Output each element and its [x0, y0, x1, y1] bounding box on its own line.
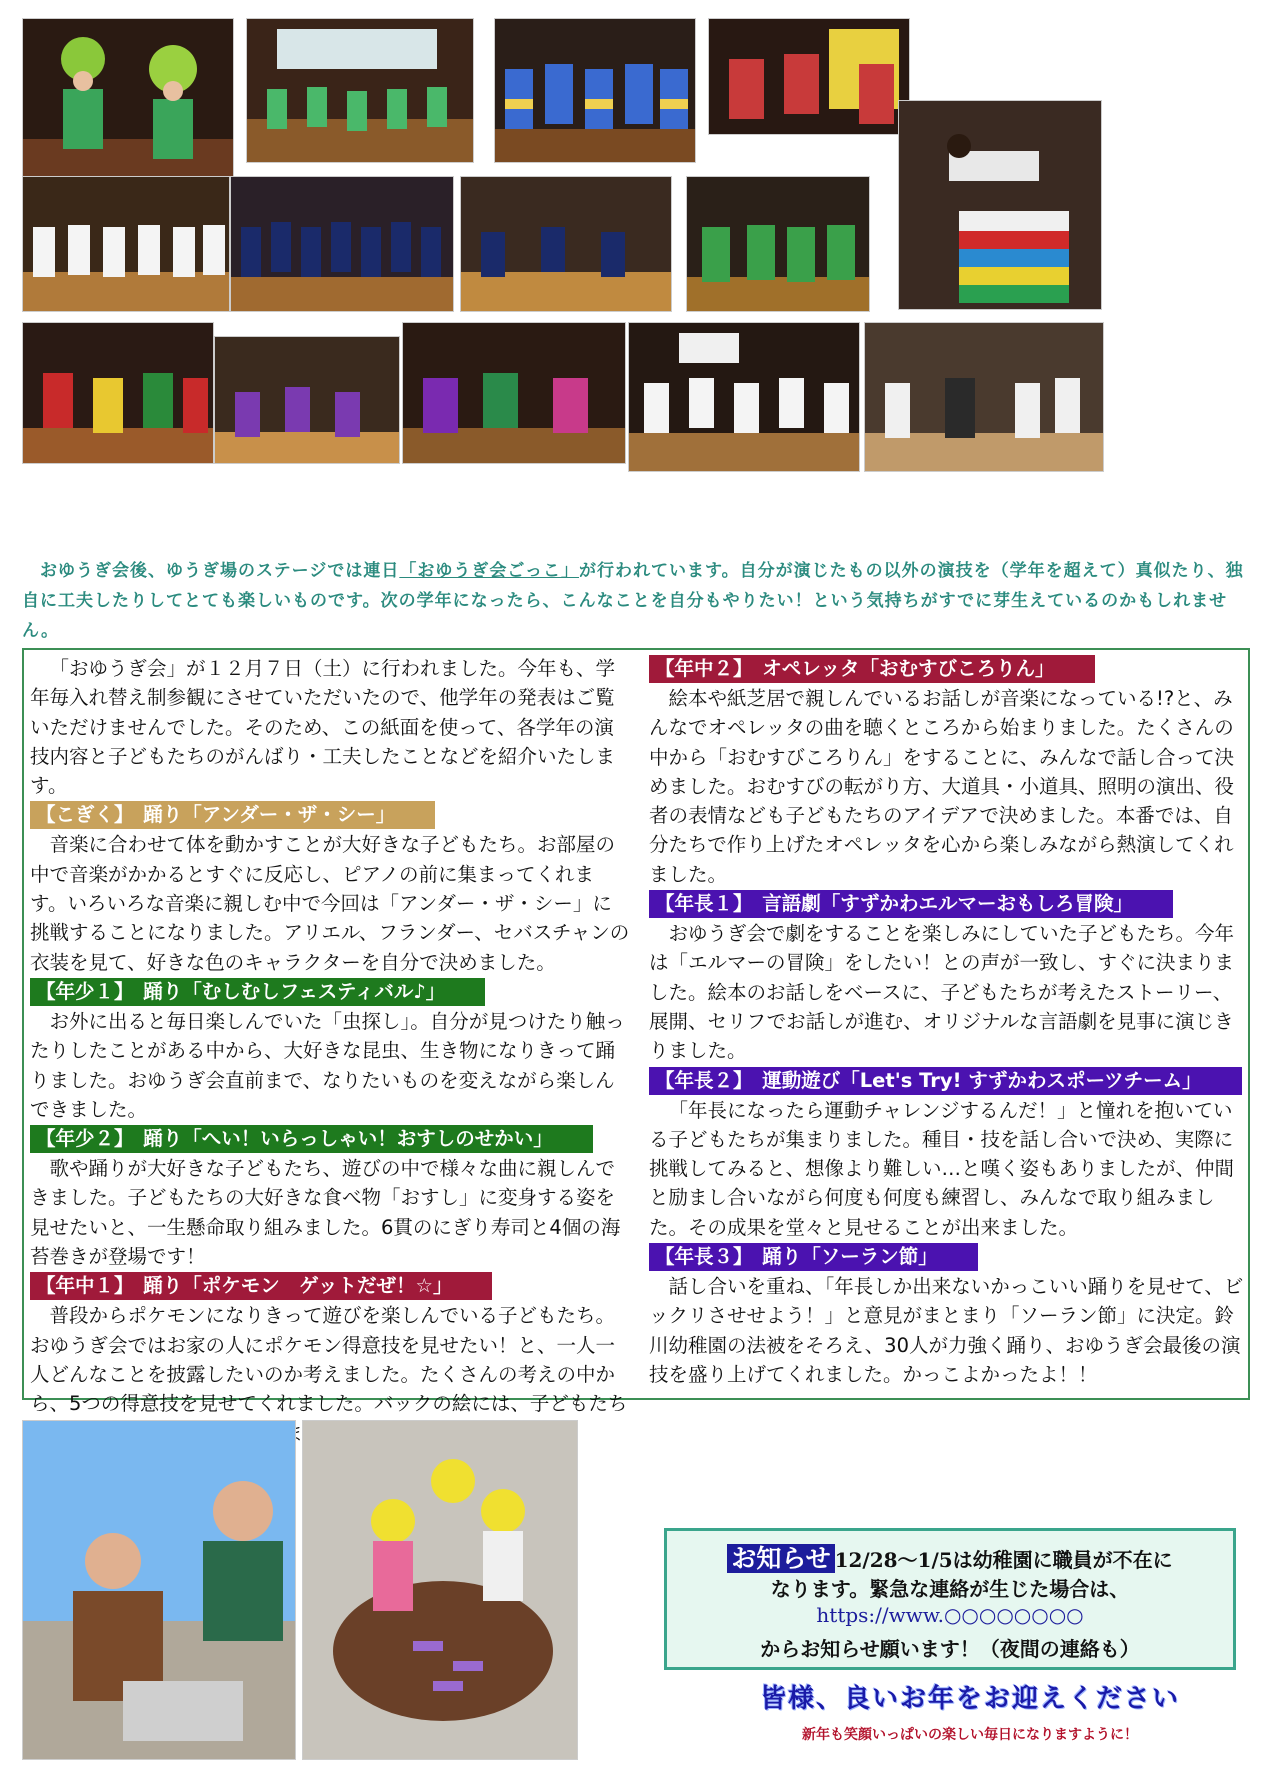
right-column: [649, 654, 1249, 1389]
new-year-greeting: 皆様、良いお年をお迎えください: [759, 1684, 1180, 1714]
section-nencho2-heading: 【年長２】 運動遊び「Let's Try! すずかわスポーツチーム」: [649, 1067, 1242, 1095]
section-nencho1-heading: 【年長１】 言語劇「すずかわエルマーおもしろ冒険」: [649, 890, 1173, 918]
photo-dance-line: [22, 176, 230, 312]
photo-sushi-dance: [628, 322, 860, 472]
caption-highlight: 「おゆうぎ会ごっこ」: [399, 561, 579, 581]
section-nenchu1-heading: 【年中１】 踊り「ポケモン ゲットだぜ！☆」: [30, 1272, 492, 1300]
intro-text: 「おゆうぎ会」が１２月７日（土）に行われました。今年も、学年毎入れ替え制参観にさせていただいたので、他学年の発表はご覧いただけませんでした。そのため、この紙面を使って、各学年の演技内容と子どもたちのがんばり・工夫したことなどを紹介いたします。: [30, 657, 616, 798]
notice-tag: お知らせ: [727, 1544, 834, 1573]
photo-under-the-sea-dance: [22, 18, 234, 195]
section-nensho2-body: 歌や踊りが大好きな子どもたち、遊びの中で様々な曲に親しんできました。子どもたちの大好きな食べ物「おすし」に変身する姿を見せたいと、一生懸命取り組みました。6貫のにぎり寿司と4個の海苔巻きが登場です！: [30, 1157, 621, 1269]
photo-leaves-roasting: [302, 1420, 578, 1760]
photo-stage-group-3: [708, 18, 910, 135]
caption-part1: おゆうぎ会後、ゆうぎ場のステージでは連日: [40, 561, 400, 581]
section-kogiku-body: 音楽に合わせて体を動かすことが大好きな子どもたち。お部屋の中で音楽がかかるとすぐに反応し、ピアノの前に集まってくれます。いろいろな音楽に親しむ中で今回は「アンダー・ザ・シー」に挑戦することになりました。アリエル、フランダー、セバスチャンの衣装を見て、好きな色のキャラクターを自分で決めました。: [30, 833, 630, 974]
notice-text-2: なります。緊急な連絡が生じた場合は、: [770, 1577, 1130, 1601]
photo-sweet-potato-kids: [22, 1420, 296, 1760]
section-nensho2-heading: 【年少２】 踊り「へい！いらっしゃい！おすしのせかい」: [30, 1125, 593, 1153]
photo-green-costumes: [686, 176, 870, 312]
section-nencho3-heading: 【年長３】 踊り「ソーラン節」: [649, 1243, 978, 1271]
section-nencho2-body: 「年長になったら運動チャレンジするんだ！」と憧れを抱いている子どもたちが集まりました。種目・技を話し合いで決め、実際に挑戦してみると、想像より難しい…と嘆く姿もありましたが、仲間と励まし合いながら何度も何度も練習し、みんなで取り組みました。その成果を堂々と見せることが出来ました。: [649, 1098, 1235, 1239]
caption-part2: が行われています。自分が演じたもの以外の演技を（学年を超えて）真似たり、独自に工夫したりしてとても楽しいものです。次の学年になったら、こんなことを自分もやりたい！という気持ちがすでに芽生えているのかもしれません。: [22, 561, 1244, 641]
left-column: [30, 654, 630, 1448]
new-year-subtext: 新年も笑顔いっぱいの楽しい毎日になりますように！: [802, 1727, 1138, 1743]
section-kogiku-heading: 【こぎく】 踊り「アンダー・ザ・シー」: [30, 801, 435, 829]
notice-text-1: 12/28～1/5は幼稚園に職員が不在に: [834, 1548, 1173, 1572]
photo-soran-dance: [230, 176, 454, 312]
section-nenchu2-heading: 【年中２】 オペレッタ「おむすびころりん」: [649, 655, 1095, 683]
photo-soran-pose: [460, 176, 672, 312]
photo-vaulting-box: [898, 100, 1102, 310]
section-nencho3-body: 話し合いを重ね、「年長しか出来ないかっこいい踊りを見せて、ビックリさせせよう！」と意見がまとまり「ソーラン節」に決定。鈴川幼稚園の法被をそろえ、30人が力強く踊り、おゆうぎ会最後の演技を盛り上げてくれました。かっこよかったよ！！: [649, 1275, 1244, 1386]
photo-pokemon-dance: [214, 336, 400, 464]
stage-caption: [22, 556, 1250, 646]
notice-url-link[interactable]: https://www.○○○○○○○○: [816, 1603, 1084, 1627]
photo-play-stage: [864, 322, 1104, 472]
section-nenchu2-body: 絵本や紙芝居で親しんでいるお話しが音楽になっている!?と、みんなでオペレッタの曲を聴くところから始まりました。たくさんの中から「おむすびころりん」をすることに、みんなで話し合って決めました。おむすびの転がり方、大道具・小道具、照明の演出、役者の表情なども子どもたちのアイデアで決めました。本番では、自分たちで作り上げたオペレッタを心から楽しみながら熱演してくれました。: [649, 687, 1235, 886]
photo-insect-costumes: [22, 322, 214, 464]
article-box: [22, 648, 1250, 1416]
section-nensho1-body: お外に出ると毎日楽しんでいた「虫探し」。自分が見つけたり触ったりしたことがある中から、大好きな昆虫、生き物になりきって踊りました。おゆうぎ会直前まで、なりたいものを変えながら楽しんできました。: [30, 1009, 625, 1121]
section-nenchu1-body: 普段からポケモンになりきって遊びを楽しんでいる子どもたち。おゆうぎ会ではお家の人にポケモン得意技を見せたい！と、一人一人どんなことを披露したいのか考えました。たくさんの考えの中から、5つの得意技を見せてくれました。バックの絵には、子どもたち: [30, 1304, 628, 1416]
photo-omusubi-operetta: [402, 322, 626, 464]
section-nencho1-body: おゆうぎ会で劇をすることを楽しみにしていた子どもたち。今年は「エルマーの冒険」をしたい！との声が一致し、すぐに決まりました。絵本のお話しをベースに、子どもたちが考えたストーリー、展開、セリフでお話しが進む、オリジナルな言語劇を見事に演じきりました。: [649, 922, 1235, 1063]
section-nensho1-heading: 【年少１】 踊り「むしむしフェスティバル♪」: [30, 978, 485, 1006]
notice-box: [664, 1528, 1236, 1670]
photo-stage-group-1: [246, 18, 474, 163]
notice-text-4: からお知らせ願います！（夜間の連絡も）: [760, 1637, 1140, 1661]
notice-line-1: [667, 1539, 1233, 1575]
photo-stage-group-2: [494, 18, 696, 163]
